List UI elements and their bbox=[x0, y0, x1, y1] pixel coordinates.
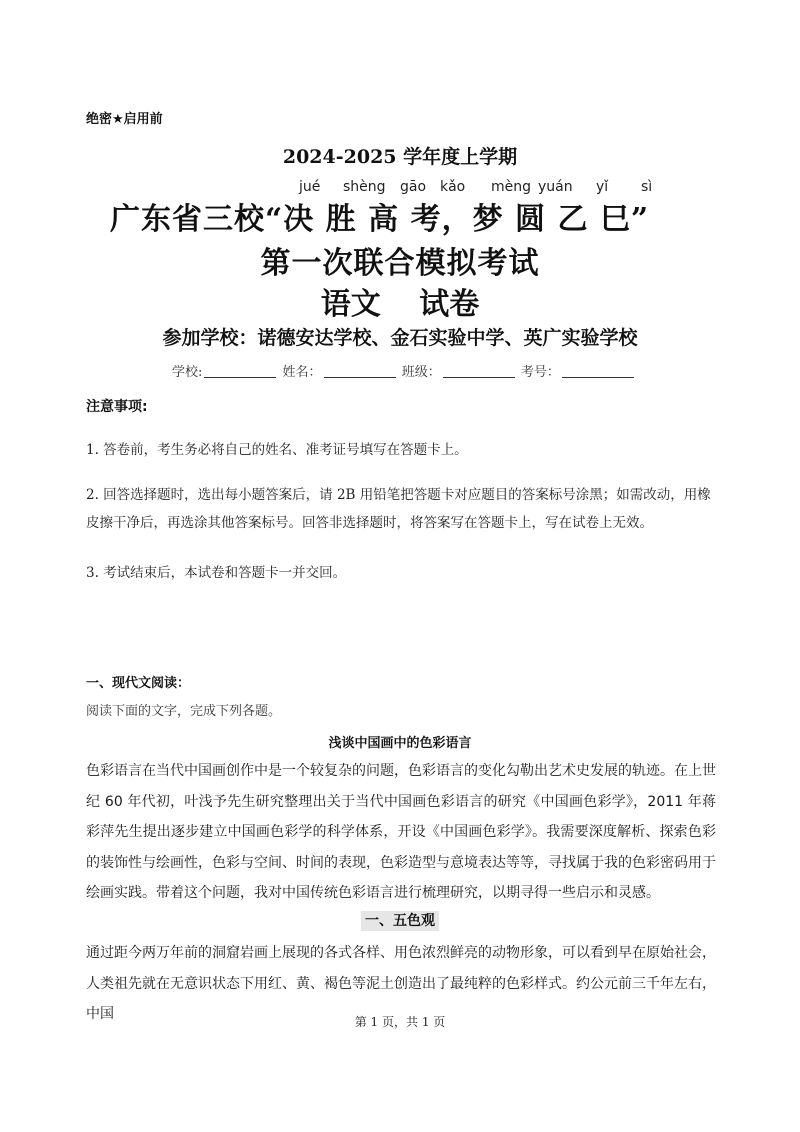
subheading-wrapper bbox=[0, 910, 800, 930]
pinyin-gao: gāo bbox=[400, 179, 427, 195]
participating-schools: 参加学校：诺德安达学校、金石实验中学、英广实验学校 bbox=[162, 327, 638, 349]
article-title: 浅谈中国画中的色彩语言 bbox=[328, 736, 472, 751]
pinyin-si: sì bbox=[641, 179, 653, 195]
class-label: 班级： bbox=[401, 365, 441, 380]
notice-heading: 注意事项: bbox=[86, 399, 148, 415]
exam-number-blank[interactable] bbox=[562, 377, 634, 378]
pinyin-meng: mèng bbox=[491, 179, 532, 195]
pinyin-jue: jué bbox=[299, 179, 321, 195]
academic-year: 2024-2025 学年度上学期 bbox=[282, 146, 518, 168]
notice-item-2: 2. 回答选择题时，选出每小题答案后，请 2B 用铅笔把答题卡对应题目的答案标号涂黑；如需改动，用橡皮擦干净后，再选涂其他答案标号。回答非选择题时，将答案写在答题卡上，写在试卷上无效。 bbox=[86, 487, 711, 531]
exam-title-line1: 广东省三校“决 胜 高 考，梦 圆 乙 巳” bbox=[110, 202, 650, 237]
page-footer: 第 1 页，共 1 页 bbox=[354, 1015, 446, 1029]
article-subheading: 一、五色观 bbox=[361, 911, 439, 931]
student-info-line bbox=[172, 361, 636, 380]
notice-item-1: 1. 答卷前，考生务必将自己的姓名、准考证号填写在答题卡上。 bbox=[86, 442, 468, 458]
article-paragraph-2: 通过距今两万年前的洞窟岩画上展现的各式各样、用色浓烈鲜亮的动物形象，可以看到早在原始社会，人类祖先就在无意识状态下用红、黄、褐色等泥土创造出了最纯粹的色彩样式。约公元前三千年左右，中国 bbox=[86, 945, 716, 1022]
article-paragraph-1: 色彩语言在当代中国画创作中是一个较复杂的问题，色彩语言的变化勾勒出艺术史发展的轨迹。在上世纪 60 年代初，叶浅予先生研究整理出关于当代中国画色彩语言的研究《中国画色彩学》，2011 年蒋彩萍先生提出逐步建立中国画色彩学的科学体系，开设《中国画色彩学》。我需要深度解析、探索色彩的装饰性与绘画性，色彩与空间、时间的表现，色彩造型与意境表达等等，寻找属于我的色彩密码用于绘画实践。带着这个问题，我对中国传统色彩语言进行梳理研究，以期寻得一些启示和灵感。 bbox=[86, 763, 716, 901]
pinyin-yi: yǐ bbox=[596, 179, 609, 195]
section-heading: 一、现代文阅读： bbox=[86, 676, 191, 691]
pinyin-kao: kǎo bbox=[440, 179, 466, 195]
school-blank[interactable] bbox=[204, 377, 276, 378]
name-label: 姓名： bbox=[282, 365, 322, 380]
school-label: 学校: bbox=[172, 365, 203, 380]
exam-number-label: 考号： bbox=[520, 365, 560, 380]
notice-item-3: 3. 考试结束后，本试卷和答题卡一并交回。 bbox=[86, 565, 347, 581]
confidential-label: 绝密★启用前 bbox=[86, 112, 163, 127]
class-blank[interactable] bbox=[443, 377, 515, 378]
pinyin-yuan: yuán bbox=[538, 179, 573, 195]
reading-instruction: 阅读下面的文字，完成下列各题。 bbox=[86, 704, 282, 719]
exam-subject-title: 语文 试卷 bbox=[320, 287, 480, 322]
exam-title-line2: 第一次联合模拟考试 bbox=[260, 246, 540, 281]
pinyin-sheng: shèng bbox=[343, 179, 386, 195]
name-blank[interactable] bbox=[324, 377, 396, 378]
